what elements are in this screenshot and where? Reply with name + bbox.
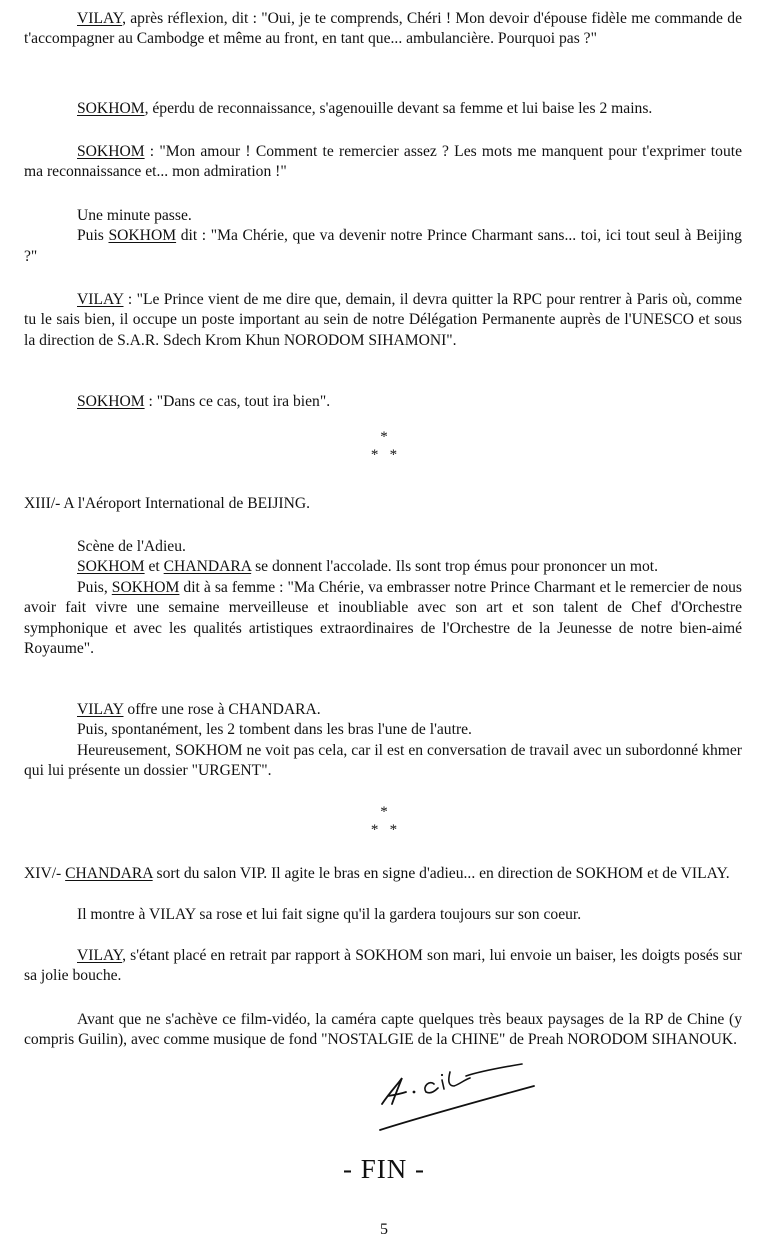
paragraph-text: , après réflexion, dit : "Oui, je te comprends, Chéri ! Mon devoir d'épouse fidèle me commande de t'accompagner au Cambodge et même au front, en tant que... ambulancière. Pourquoi pas ?" — [24, 10, 742, 48]
speaker-name: CHANDARA — [163, 558, 252, 576]
stage-direction: Une minute passe. — [77, 207, 192, 224]
text-fragment: Puis — [77, 227, 109, 245]
speaker-name: VILAY — [77, 10, 123, 27]
handwritten-signature — [368, 1062, 548, 1136]
paragraph-sokhom-kneels — [24, 99, 742, 119]
text-fragment: et — [144, 558, 164, 576]
separator-star: * — [380, 804, 388, 820]
section-heading-xiii: XIII/- A l'Aéroport International de BEIJING. — [24, 495, 311, 512]
paragraph-minute-passes — [24, 206, 742, 267]
section-xiii-rose — [24, 700, 742, 782]
section-separator — [0, 803, 768, 839]
speaker-name: SOKHOM — [108, 227, 177, 245]
paragraph-closing-scene: Avant que ne s'achève ce film-vidéo, la caméra capte quelques très beaux paysages de la RP de Chine (y compris Guilin), avec comme musique de fond "NOSTALGIE de la CHINE" de Preah NORODOM SIHANOUK. — [24, 1011, 742, 1049]
speaker-name: VILAY — [77, 701, 124, 718]
separator-star: * — [380, 429, 388, 445]
paragraph-shows-rose: Il montre à VILAY sa rose et lui fait signe qu'il la gardera toujours sur son coeur. — [77, 906, 582, 923]
paragraph-sokhom-asks — [24, 226, 742, 267]
section-heading-xiv — [24, 864, 742, 884]
speaker-name: SOKHOM — [111, 578, 180, 596]
paragraph-vilay-rose — [24, 700, 742, 720]
paragraph-text: : "Dans ce cas, tout ira bien". — [144, 393, 331, 410]
paragraph-text: , s'étant placé en retrait par rapport à SOKHOM son mari, lui envoie un baiser, les doigts posés sur sa jolie bouche. — [24, 947, 742, 985]
paragraph-text: se donnent l'accolade. Ils sont trop émus pour prononcer un mot. — [251, 558, 659, 576]
section-separator — [0, 428, 768, 464]
speaker-name: VILAY — [77, 291, 124, 308]
paragraph-vilay-prince — [24, 290, 742, 351]
speaker-name: SOKHOM — [77, 100, 145, 117]
separator-stars: * * — [370, 822, 398, 838]
speaker-name: CHANDARA — [65, 865, 153, 882]
paragraph-text: dit : "Ma Chérie, que va devenir notre Prince Charmant sans... toi, ici tout seul à Beijing ?" — [24, 227, 742, 265]
speaker-name: SOKHOM — [77, 558, 145, 576]
paragraph-text: offre une rose à CHANDARA. — [123, 701, 321, 718]
section-xiii-body — [24, 537, 742, 659]
paragraph-sokhom-thanks — [24, 142, 742, 183]
section-number: XIV/- — [24, 865, 66, 882]
text-fragment: Puis, — [77, 578, 112, 596]
paragraph-embrace: Puis, spontanément, les 2 tombent dans les bras l'une de l'autre. — [77, 721, 472, 739]
paragraph-vilay-reflection — [24, 9, 742, 50]
separator-stars: * * — [370, 447, 398, 463]
page-number: 5 — [380, 1221, 388, 1238]
paragraph-sokhom-fine — [24, 392, 742, 412]
paragraph-text: , éperdu de reconnaissance, s'agenouille devant sa femme et lui baise les 2 mains. — [144, 100, 653, 117]
end-marker: - FIN - — [343, 1154, 425, 1184]
paragraph-sokhom-to-wife — [24, 578, 742, 660]
paragraph-vilay-kiss — [24, 946, 742, 987]
paragraph-text: : "Le Prince vient de me dire que, demain, il devra quitter la RPC pour rentrer à Paris où, comme tu le sais bien, il occupe un poste important au sein de notre Délégation Permanente auprès de l'UNESCO et sous la direction de S.A.R. Sdech Krom Khun NORODOM SIHAMONI". — [24, 291, 742, 349]
speaker-name: SOKHOM — [77, 143, 145, 160]
paragraph-text: sort du salon VIP. Il agite le bras en signe d'adieu... en direction de SOKHOM et de VILAY. — [152, 865, 730, 882]
speaker-name: SOKHOM — [77, 393, 145, 410]
scene-title: Scène de l'Adieu. — [77, 538, 186, 555]
paragraph-urgent-file: Heureusement, SOKHOM ne voit pas cela, car il est en conversation de travail avec un subordonné khmer qui lui présente un dossier "URGENT". — [24, 741, 742, 780]
paragraph-accolade — [24, 557, 742, 577]
paragraph-text: dit à sa femme : "Ma Chérie, va embrasser notre Prince Charmant et le remercier de nous avoir fait vivre une semaine merveilleuse et inoubliable avec son art et son talent de Chef d'Orchestre symphonique et avec les qualités artistiques extraordinaires de l'Orchestre de la Jeunesse de notre bien-aimé Royaume". — [24, 578, 742, 658]
speaker-name: VILAY — [77, 947, 123, 964]
paragraph-text: : "Mon amour ! Comment te remercier assez ? Les mots me manquent pour t'exprimer toute ma reconnaissance et... mon admiration !" — [24, 143, 742, 181]
